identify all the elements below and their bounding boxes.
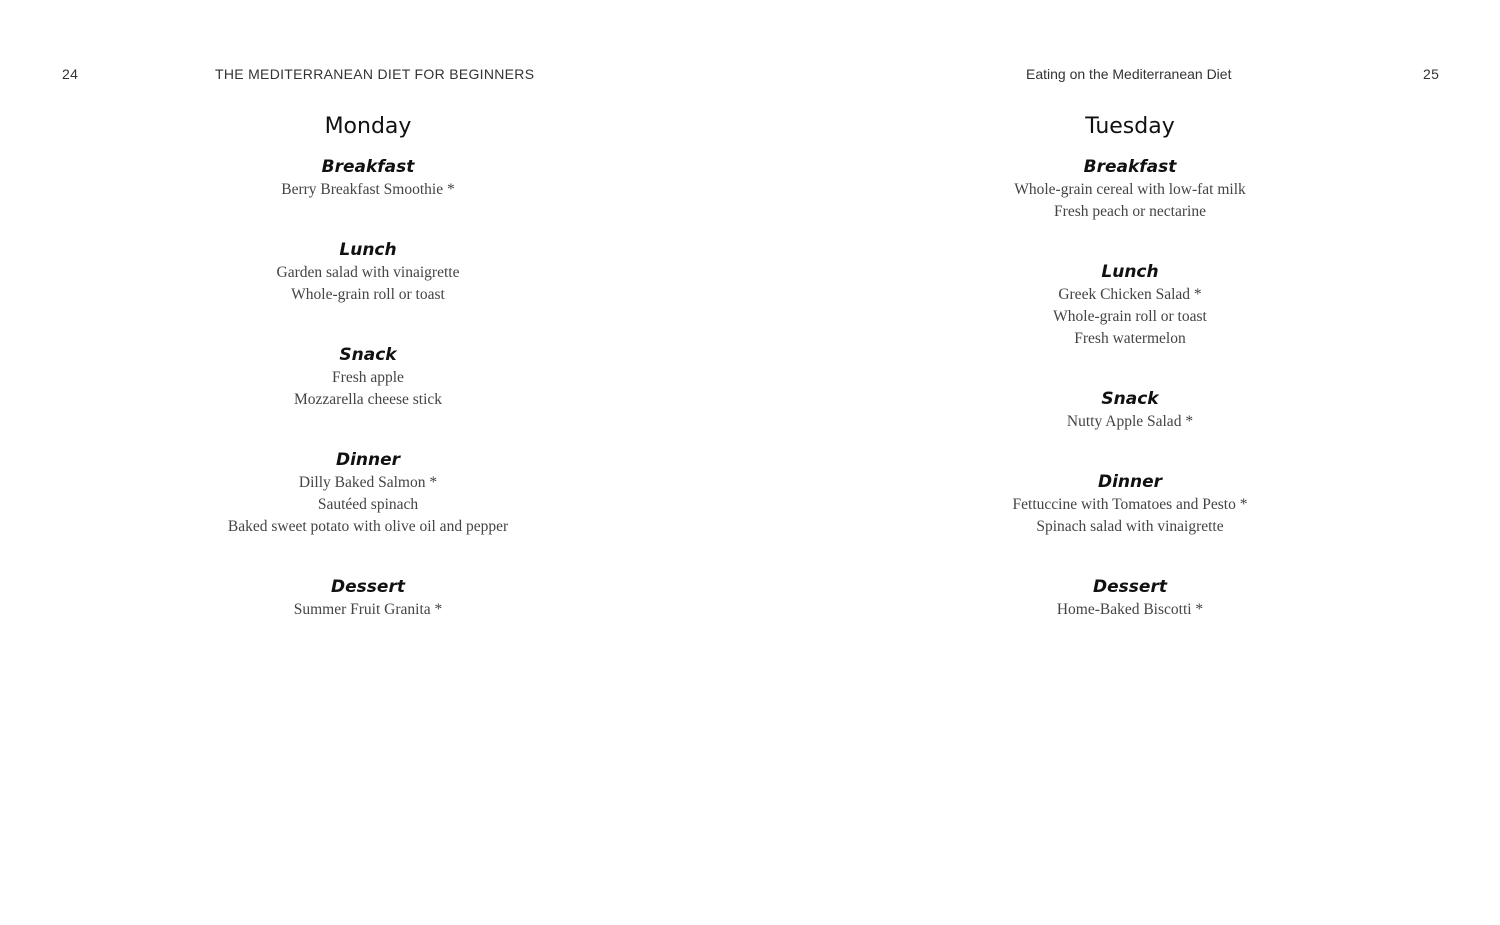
menu-item: Spinach salad with vinaigrette (1036, 518, 1224, 535)
meal-section-lunch (880, 260, 1380, 350)
menu-item: Berry Breakfast Smoothie * (281, 181, 455, 198)
menu-item: Baked sweet potato with olive oil and pepper (227, 518, 509, 535)
menu-item: Mozzarella cheese stick (293, 391, 443, 408)
menu-item: Summer Fruit Granita * (293, 601, 443, 618)
right-menu-column (880, 112, 1380, 621)
day-title: Monday (324, 114, 412, 139)
meal-heading: Dessert (1093, 577, 1167, 597)
meal-section-snack (880, 387, 1380, 433)
menu-item: Greek Chicken Salad * (1058, 286, 1202, 303)
running-head-left: THE MEDITERRANEAN DIET FOR BEGINNERS (215, 66, 535, 82)
meal-heading: Snack (1101, 389, 1159, 409)
menu-item: Home-Baked Biscotti * (1056, 601, 1204, 618)
meal-section-lunch (118, 238, 618, 306)
meal-section-breakfast (880, 155, 1380, 223)
meal-heading: Dessert (331, 577, 405, 597)
page-number-right: 25 (1423, 66, 1440, 82)
running-head-right: Eating on the Mediterranean Diet (1026, 66, 1232, 82)
meal-heading: Breakfast (1083, 157, 1177, 177)
meal-heading: Lunch (339, 240, 397, 260)
menu-item: Fettuccine with Tomatoes and Pesto * (1012, 496, 1248, 513)
menu-item: Sautéed spinach (317, 496, 419, 513)
meal-section-dessert (118, 575, 618, 621)
menu-item: Whole-grain roll or toast (1053, 308, 1207, 325)
menu-item: Fresh peach or nectarine (1054, 203, 1206, 220)
meal-section-snack (118, 343, 618, 411)
meal-heading: Breakfast (321, 157, 415, 177)
day-title: Tuesday (1085, 114, 1175, 139)
menu-item: Nutty Apple Salad * (1066, 413, 1194, 430)
menu-item: Dilly Baked Salmon * (298, 474, 438, 491)
menu-item: Fresh watermelon (1074, 330, 1186, 347)
meal-section-dinner (118, 448, 618, 538)
meal-heading: Lunch (1101, 262, 1159, 282)
left-menu-column (118, 112, 618, 621)
meal-heading: Dinner (1097, 472, 1163, 492)
meal-section-breakfast (118, 155, 618, 201)
menu-item: Fresh apple (332, 369, 404, 386)
meal-heading: Snack (339, 345, 397, 365)
meal-section-dessert (880, 575, 1380, 621)
meal-section-dinner (880, 470, 1380, 538)
meal-heading: Dinner (335, 450, 401, 470)
page-number-left: 24 (62, 66, 79, 82)
menu-item: Whole-grain roll or toast (291, 286, 445, 303)
menu-item: Whole-grain cereal with low-fat milk (1014, 181, 1246, 198)
menu-item: Garden salad with vinaigrette (276, 264, 460, 281)
